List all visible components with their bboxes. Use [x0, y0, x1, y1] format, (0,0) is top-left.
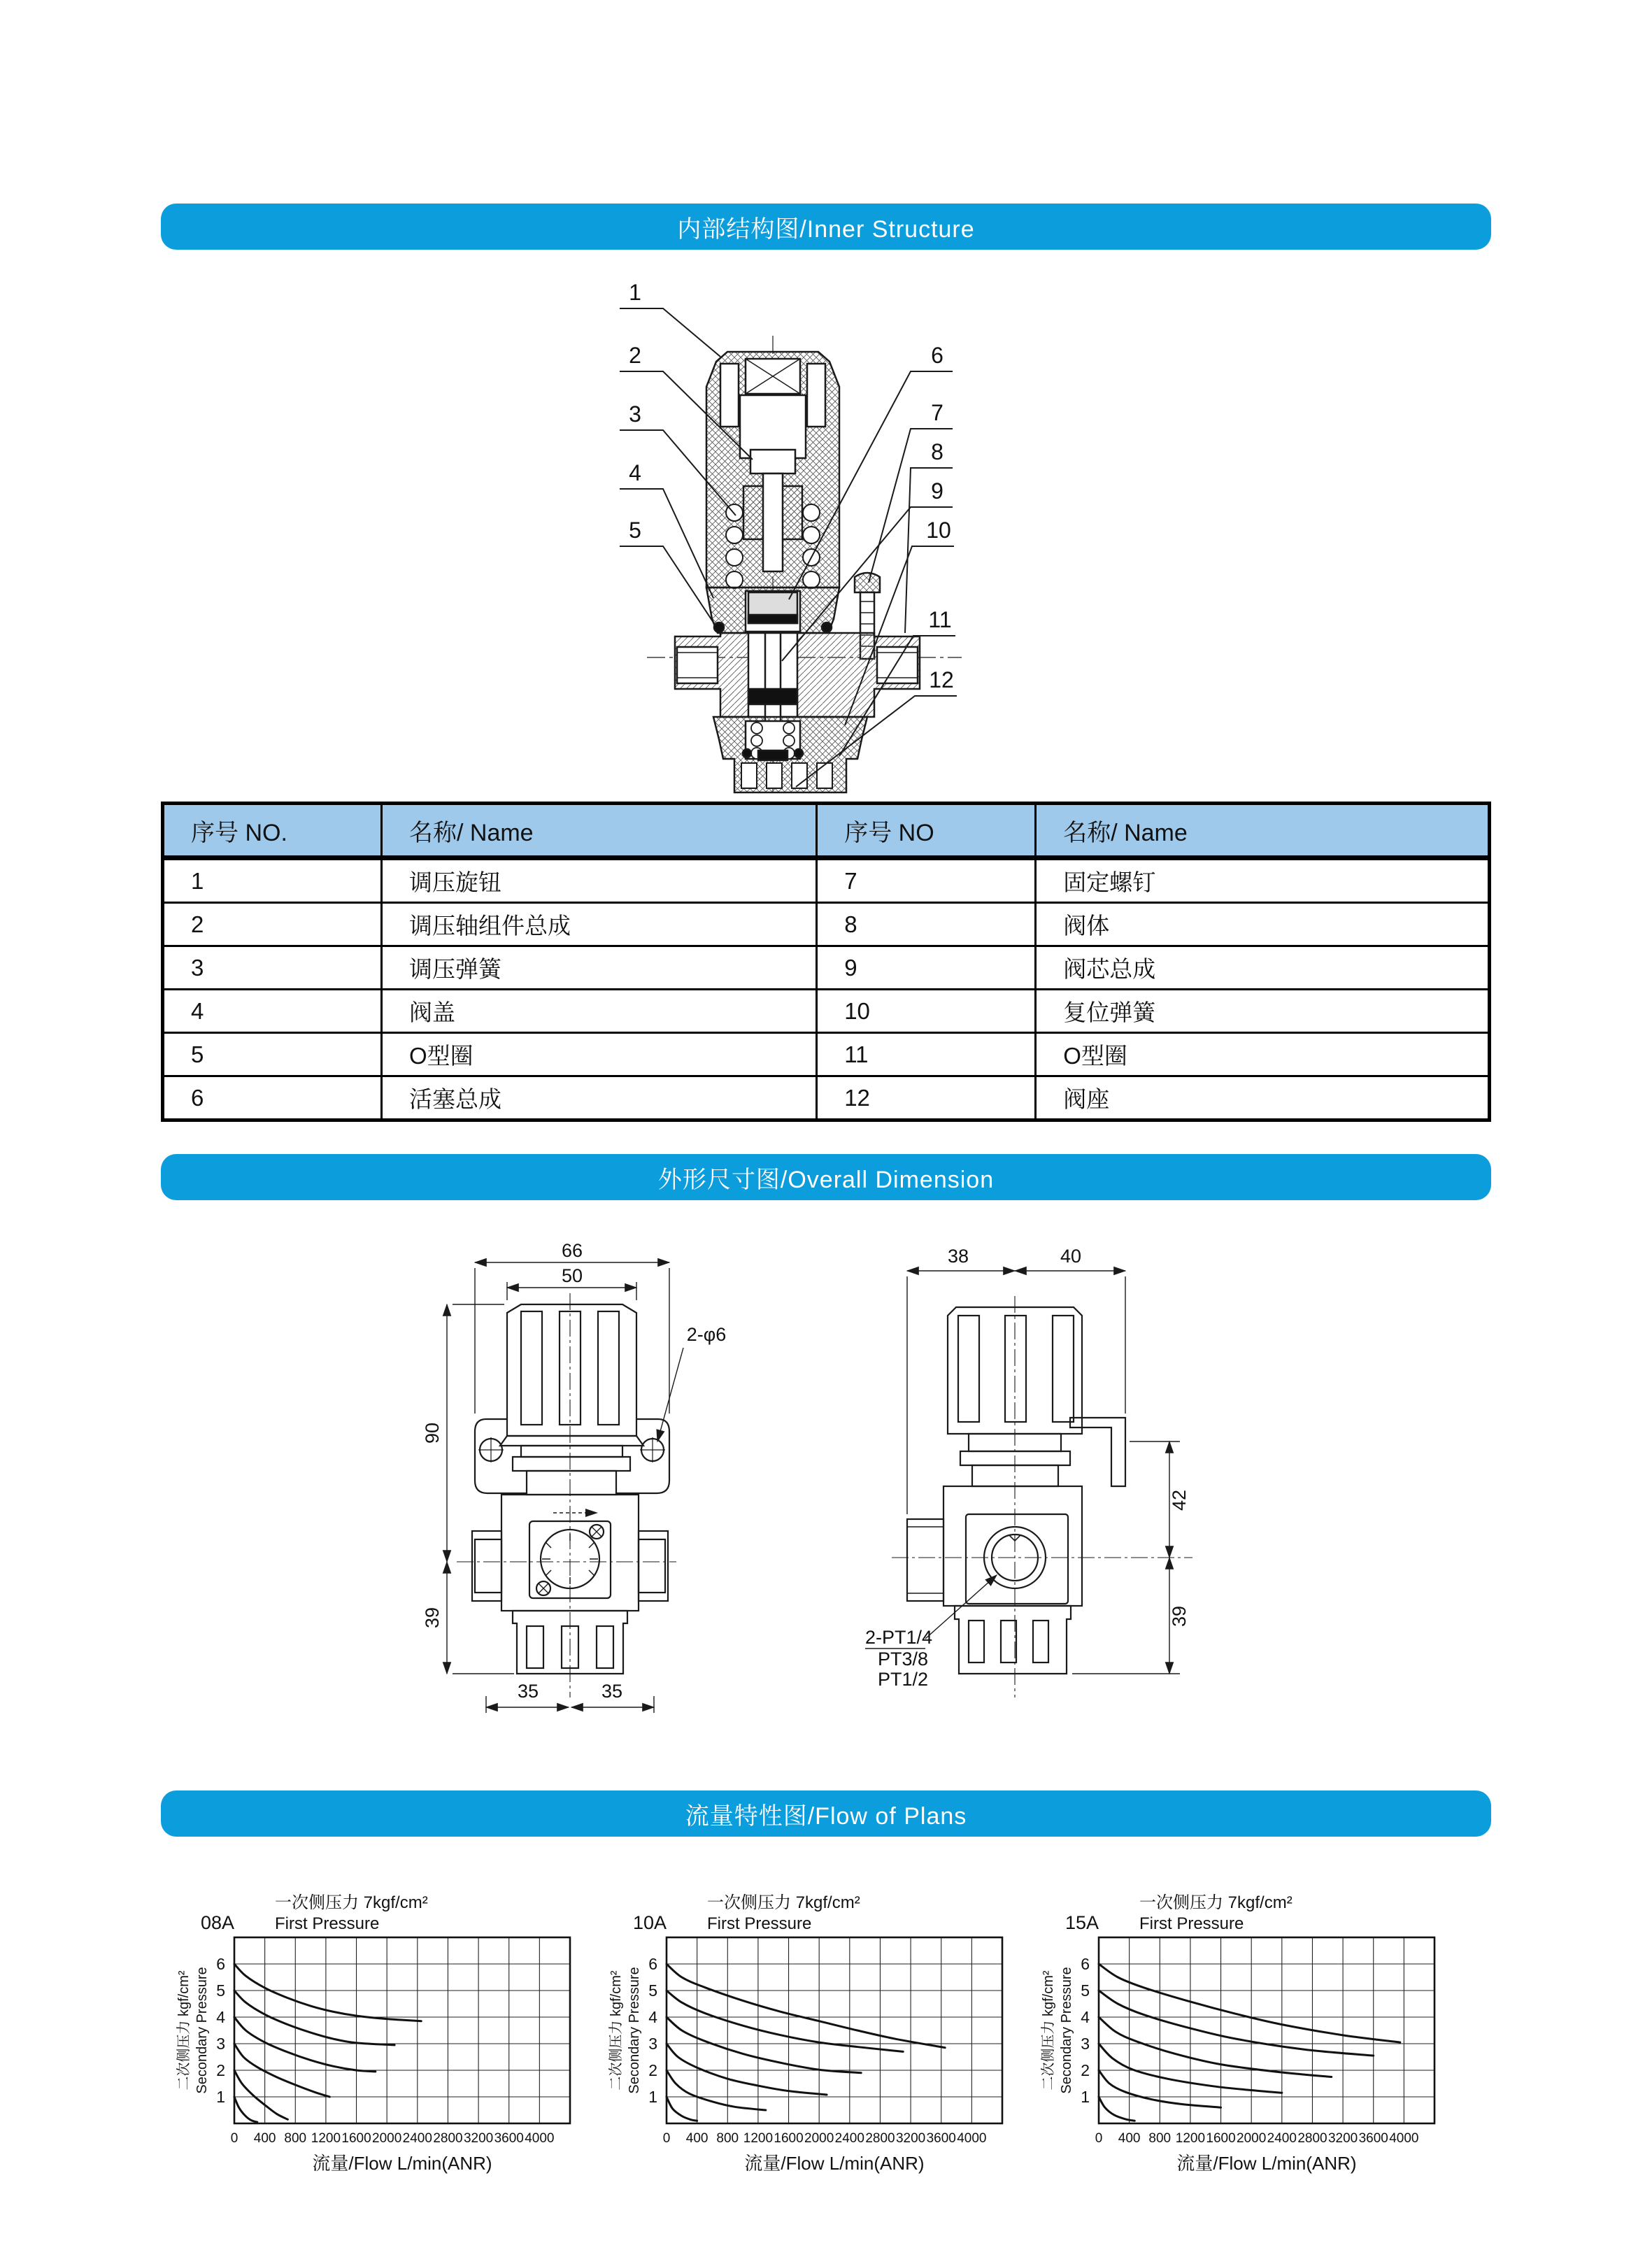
part-name-cell: 复位弹簧	[1036, 990, 1490, 1033]
x-tick-label: 2400	[834, 2131, 864, 2146]
part-no-cell: 3	[163, 946, 382, 990]
part-no-cell: 4	[163, 990, 382, 1033]
callout-8: 8	[931, 439, 944, 464]
side-view-body	[907, 1307, 1125, 1674]
plot-frame	[667, 1937, 1002, 2123]
x-tick-label: 3600	[1358, 2131, 1388, 2146]
callout-5: 5	[629, 518, 641, 543]
y-axis-label-en: Secondary Pressure	[1059, 1967, 1074, 2094]
callout-2: 2	[629, 343, 641, 368]
x-tick-label: 1200	[311, 2131, 341, 2146]
callout-9: 9	[931, 478, 944, 504]
fixing-screw	[855, 573, 880, 592]
dim-38: 38	[947, 1246, 969, 1267]
y-tick-label: 2	[648, 2061, 657, 2079]
first-pressure-label-en: First Pressure	[707, 1914, 812, 1933]
model-label: 08A	[201, 1912, 235, 1933]
x-tick-label: 2000	[372, 2131, 402, 2146]
x-tick-label: 2000	[1237, 2131, 1267, 2146]
x-tick-label: 800	[716, 2131, 739, 2146]
dim-66: 66	[561, 1240, 583, 1261]
x-tick-label: 4000	[1389, 2131, 1419, 2146]
x-tick-label: 4000	[525, 2131, 555, 2146]
front-view-drawing	[416, 1234, 766, 1721]
plot-frame	[234, 1937, 570, 2123]
x-tick-label: 2800	[433, 2131, 463, 2146]
y-tick-label: 3	[1081, 2035, 1090, 2053]
parts-table-header-row	[163, 804, 1490, 858]
part-no-cell: 6	[163, 1076, 382, 1120]
x-tick-label: 400	[253, 2131, 276, 2146]
x-tick-label: 0	[230, 2131, 238, 2146]
flow-chart-10a	[602, 1883, 1025, 2184]
parts-table-body	[163, 858, 1490, 1120]
y-tick-label: 5	[648, 1981, 657, 2000]
part-name-cell: 固定螺钉	[1036, 858, 1490, 903]
x-tick-label: 1600	[341, 2131, 371, 2146]
adjusting-screw	[763, 474, 783, 571]
y-tick-label: 2	[1081, 2061, 1090, 2079]
flow-curve	[667, 2044, 827, 2095]
part-no-cell: 12	[817, 1076, 1036, 1120]
valve-cross-section	[675, 352, 920, 792]
port-label-line2: PT3/8	[878, 1649, 929, 1669]
table-row	[163, 858, 1490, 903]
part-name-cell: O型圈	[1036, 1033, 1490, 1076]
callout-6: 6	[931, 343, 944, 368]
y-axis-label-cn: 二次侧压力 kgf/cm²	[608, 1970, 624, 2091]
flow-chart-svg-10A	[602, 1883, 1025, 2184]
part-no-cell: 1	[163, 858, 382, 903]
part-name-cell: 调压弹簧	[382, 946, 817, 990]
first-pressure-label-cn: 一次侧压力 7kgf/cm²	[275, 1893, 428, 1912]
part-name-cell: 阀芯总成	[1036, 946, 1490, 990]
y-axis-label-cn: 二次侧压力 kgf/cm²	[176, 1970, 192, 2091]
inner-structure-banner	[161, 204, 1491, 250]
x-tick-label: 1200	[1175, 2131, 1206, 2146]
x-tick-label: 3200	[895, 2131, 926, 2146]
x-tick-label: 1600	[774, 2131, 804, 2146]
first-pressure-label-cn: 一次侧压力 7kgf/cm²	[707, 1893, 860, 1912]
x-tick-label: 800	[284, 2131, 307, 2146]
y-axis-label-cn: 二次侧压力 kgf/cm²	[1041, 1970, 1056, 2091]
dim-39-front: 39	[422, 1607, 443, 1629]
y-tick-label: 4	[1081, 2008, 1090, 2026]
part-no-cell: 5	[163, 1033, 382, 1076]
x-tick-label: 0	[1095, 2131, 1103, 2146]
part-name-cell: 调压旋钮	[382, 858, 817, 903]
mounting-bracket	[1070, 1418, 1125, 1486]
part-no-cell: 2	[163, 903, 382, 946]
part-name-cell: 阀座	[1036, 1076, 1490, 1120]
x-tick-label: 2800	[865, 2131, 895, 2146]
header-no-right: 序号 NO	[817, 804, 1036, 858]
x-tick-label: 3600	[926, 2131, 956, 2146]
adjusting-shaft-nut	[750, 450, 795, 474]
model-label: 10A	[633, 1912, 667, 1933]
table-row	[163, 903, 1490, 946]
front-dimension-lines	[447, 1262, 683, 1713]
part-no-cell: 11	[817, 1033, 1036, 1076]
plot-frame	[1099, 1937, 1434, 2123]
flow-chart-08a	[170, 1883, 592, 2184]
callout-7: 7	[931, 400, 944, 425]
table-row	[163, 990, 1490, 1033]
callout-10: 10	[926, 518, 951, 543]
dim-35-left: 35	[517, 1681, 539, 1702]
part-no-cell: 7	[817, 858, 1036, 903]
part-no-cell: 9	[817, 946, 1036, 990]
x-axis-label: 流量/Flow L/min(ANR)	[744, 2153, 925, 2174]
y-tick-label: 2	[216, 2061, 225, 2079]
callout-3: 3	[629, 401, 641, 427]
o-ring-lower	[743, 749, 751, 757]
dim-40: 40	[1060, 1246, 1082, 1267]
callout-4: 4	[629, 460, 641, 485]
first-pressure-label-cn: 一次侧压力 7kgf/cm²	[1139, 1893, 1293, 1912]
flow-curve	[1099, 1964, 1400, 2042]
y-tick-label: 3	[648, 2035, 657, 2053]
table-row	[163, 1033, 1490, 1076]
y-tick-label: 1	[1081, 2088, 1090, 2106]
overall-dimension-banner	[161, 1154, 1491, 1200]
flow-banner-label: 流量特性图/Flow of Plans	[685, 1802, 967, 1830]
front-view-body	[472, 1304, 669, 1674]
side-bottom-cap	[955, 1606, 1071, 1674]
hole-label-2-phi-6: 2-φ6	[686, 1324, 727, 1345]
side-dimension-lines	[865, 1271, 1180, 1674]
flow-banner	[161, 1790, 1491, 1837]
part-name-cell: 阀盖	[382, 990, 817, 1033]
inner-structure-diagram	[608, 269, 1000, 794]
part-name-cell: 调压轴组件总成	[382, 903, 817, 946]
y-tick-label: 4	[648, 2008, 657, 2026]
flow-curve	[234, 2017, 376, 2072]
port-label-line1: 2-PT1/4	[865, 1627, 933, 1648]
y-axis-label-en: Secondary Pressure	[627, 1967, 642, 2094]
x-tick-label: 800	[1148, 2131, 1172, 2146]
dim-39-side: 39	[1169, 1605, 1190, 1628]
y-tick-label: 6	[1081, 1955, 1090, 1973]
x-tick-label: 2000	[804, 2131, 834, 2146]
y-tick-label: 6	[216, 1955, 225, 1973]
header-no-left: 序号 NO.	[163, 804, 382, 858]
table-row	[163, 1076, 1490, 1120]
side-view-drawing	[864, 1234, 1227, 1721]
flow-curve	[667, 2097, 697, 2121]
x-tick-label: 1200	[743, 2131, 774, 2146]
parts-table	[161, 802, 1491, 1122]
o-ring-upper	[714, 622, 724, 632]
x-tick-label: 400	[685, 2131, 708, 2146]
model-label: 15A	[1065, 1912, 1099, 1933]
flow-chart-15a	[1034, 1883, 1457, 2184]
x-axis-label: 流量/Flow L/min(ANR)	[1176, 2153, 1357, 2174]
y-tick-label: 1	[216, 2088, 225, 2106]
part-no-cell: 8	[817, 903, 1036, 946]
flow-chart-svg-08A	[170, 1883, 592, 2184]
front-knob	[507, 1304, 636, 1436]
part-name-cell: O型圈	[382, 1033, 817, 1076]
part-name-cell: 阀体	[1036, 903, 1490, 946]
x-tick-label: 1600	[1206, 2131, 1236, 2146]
valve-core	[765, 633, 781, 724]
header-name-right: 名称/ Name	[1036, 804, 1490, 858]
flow-curve	[667, 1964, 945, 2048]
y-tick-label: 5	[1081, 1981, 1090, 2000]
dim-42: 42	[1169, 1489, 1190, 1511]
callout-12: 12	[929, 667, 954, 692]
part-no-cell: 10	[817, 990, 1036, 1033]
x-tick-label: 2800	[1297, 2131, 1327, 2146]
dim-35-right: 35	[601, 1681, 623, 1702]
dim-90: 90	[422, 1422, 443, 1444]
callout-1: 1	[629, 280, 641, 305]
y-tick-label: 6	[648, 1955, 657, 1973]
x-axis-label: 流量/Flow L/min(ANR)	[312, 2153, 492, 2174]
x-tick-label: 3600	[494, 2131, 524, 2146]
dim-50: 50	[561, 1265, 583, 1286]
flow-curve	[234, 2097, 257, 2122]
overall-dimension-banner-label: 外形尺寸图/Overall Dimension	[657, 1166, 995, 1193]
x-tick-label: 3200	[463, 2131, 494, 2146]
flow-curve	[667, 1991, 903, 2051]
first-pressure-label-en: First Pressure	[1139, 1914, 1244, 1933]
flow-curve	[1099, 1991, 1374, 2056]
table-row	[163, 946, 1490, 990]
y-axis-label-en: Secondary Pressure	[194, 1967, 210, 2094]
x-tick-label: 3200	[1327, 2131, 1358, 2146]
x-tick-label: 0	[662, 2131, 671, 2146]
flow-chart-svg-15A	[1034, 1883, 1457, 2184]
first-pressure-label-en: First Pressure	[275, 1914, 380, 1933]
y-tick-label: 4	[216, 2008, 225, 2026]
valve-seat	[758, 750, 788, 760]
y-tick-label: 1	[648, 2088, 657, 2106]
x-tick-label: 4000	[957, 2131, 987, 2146]
side-dimension-labels	[865, 1246, 1190, 1690]
inner-structure-banner-label: 内部结构图/Inner Structure	[677, 215, 975, 243]
y-tick-label: 5	[216, 1981, 225, 2000]
x-tick-label: 2400	[1267, 2131, 1297, 2146]
x-tick-label: 400	[1118, 2131, 1141, 2146]
flow-curve	[667, 2070, 766, 2110]
header-name-left: 名称/ Name	[382, 804, 817, 858]
callout-11: 11	[928, 607, 952, 632]
part-name-cell: 活塞总成	[382, 1076, 817, 1120]
x-tick-label: 2400	[402, 2131, 432, 2146]
port-label-line3: PT1/2	[878, 1669, 929, 1690]
flow-curve	[1099, 2017, 1332, 2077]
y-tick-label: 3	[216, 2035, 225, 2053]
